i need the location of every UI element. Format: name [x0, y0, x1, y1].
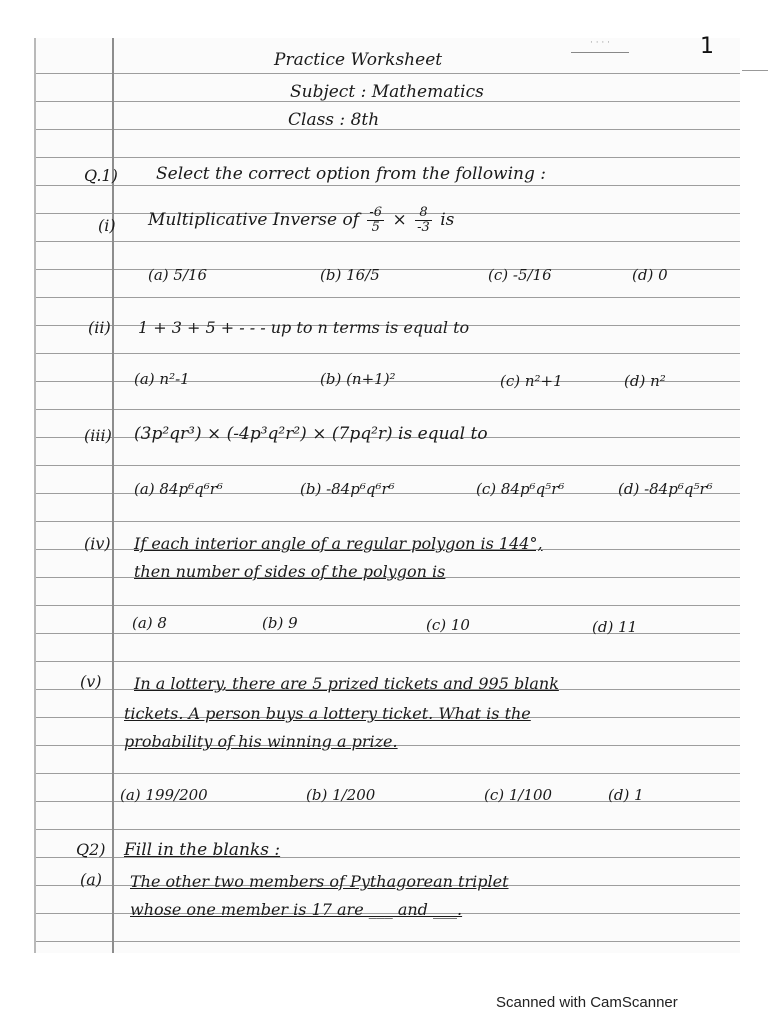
q1-iii-option-c: (c) 84p⁶q⁵r⁶ — [476, 480, 565, 498]
q1-i-option-b: (b) 16/5 — [320, 266, 380, 284]
q1-i-option-d: (d) 0 — [632, 266, 668, 284]
q1-i-option-c: (c) -5/16 — [488, 266, 552, 284]
q1-v-num: (v) — [80, 672, 102, 691]
q1-v-option-d: (d) 1 — [608, 786, 644, 804]
q2-a-line2: whose one member is 17 are ___ and ___. — [130, 900, 463, 919]
q1-ii-num: (ii) — [88, 318, 111, 337]
q1-i-times: × — [392, 210, 407, 230]
q1-iv-num: (iv) — [84, 534, 111, 553]
top-rule — [742, 70, 768, 71]
q1-i-question — [148, 206, 454, 235]
q1-instruction: Select the correct option from the following : — [156, 164, 547, 184]
q1-iv-option-a: (a) 8 — [132, 614, 167, 632]
worksheet-class: Class : 8th — [288, 110, 380, 130]
q1-iii-option-b: (b) -84p⁶q⁶r⁶ — [300, 480, 395, 498]
page-number: 1 — [700, 34, 714, 59]
q1-v-question-line3: probability of his winning a prize. — [124, 732, 398, 751]
q2-label: Q2) — [76, 840, 106, 859]
q1-ii-option-d: (d) n² — [624, 372, 666, 390]
q1-iv-option-c: (c) 10 — [426, 616, 470, 634]
q1-v-option-a: (a) 199/200 — [120, 786, 208, 804]
q1-v-question-line2: tickets. A person buys a lottery ticket. What is the — [124, 704, 531, 723]
q1-ii-option-c: (c) n²+1 — [500, 372, 563, 390]
q1-iv-option-d: (d) 11 — [592, 618, 638, 636]
q1-iv-question-line1: If each interior angle of a regular polygon is 144°, — [134, 534, 543, 553]
camscanner-watermark: Scanned with CamScanner — [496, 994, 678, 1011]
q1-iii-num: (iii) — [84, 426, 112, 445]
q2-instruction: Fill in the blanks : — [124, 840, 281, 860]
q1-i-option-a: (a) 5/16 — [148, 266, 208, 284]
date-box: · · · · — [571, 38, 629, 53]
q1-label: Q.1) — [84, 166, 118, 185]
q1-iv-option-b: (b) 9 — [262, 614, 298, 632]
q1-ii-question: 1 + 3 + 5 + - - - up to n terms is equal to — [138, 318, 470, 337]
q1-v-question-line1: In a lottery, there are 5 prized tickets and 995 blank — [134, 674, 559, 693]
q1-iv-question-line2: then number of sides of the polygon is — [134, 562, 446, 581]
q1-i-text-before: Multiplicative Inverse of — [148, 210, 359, 230]
q1-i-num: (i) — [98, 216, 116, 235]
q1-iii-question: (3p²qr³) × (-4p³q²r²) × (7pq²r) is equal to — [134, 424, 488, 444]
q1-iii-option-d: (d) -84p⁶q⁵r⁶ — [618, 480, 713, 498]
worksheet-title: Practice Worksheet — [274, 50, 443, 70]
q1-v-option-c: (c) 1/100 — [484, 786, 553, 804]
q1-i-text-after: is — [440, 210, 455, 230]
q1-iii-option-a: (a) 84p⁶q⁶r⁶ — [134, 480, 223, 498]
q1-ii-option-a: (a) n²-1 — [134, 370, 190, 388]
q2-a-line1: The other two members of Pythagorean triplet — [130, 872, 509, 891]
q1-ii-option-b: (b) (n+1)² — [320, 370, 396, 388]
q1-i-fraction-1: $\frac{-6}{5}$ — [369, 205, 383, 235]
worksheet-subject: Subject : Mathematics — [290, 82, 484, 102]
q1-i-fraction-2: $\frac{8}{-3}$ — [417, 205, 430, 235]
q2-a-num: (a) — [80, 870, 103, 889]
q1-v-option-b: (b) 1/200 — [306, 786, 376, 804]
